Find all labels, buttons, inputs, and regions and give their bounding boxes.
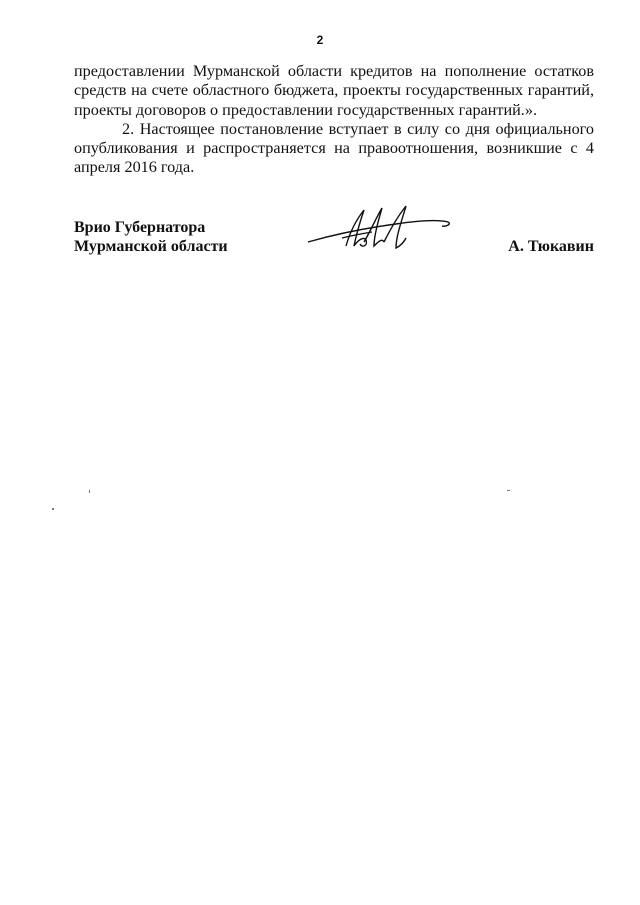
body-text — [74, 62, 594, 178]
scan-artifact — [52, 508, 54, 510]
paragraph-1: предоставлении Мурманской области кредитов на пополнение остатков средств на счете областного бюджета, проекты государственных гарантий, проекты договоров о предоставлении государственных гарантий.». — [74, 62, 594, 119]
signatory-name: А. Тюкавин — [508, 238, 594, 255]
signatory-title-line-1: Врио Губернатора — [74, 219, 206, 236]
page-number: 2 — [316, 33, 324, 47]
signatory-title — [74, 218, 228, 256]
handwritten-signature-icon — [306, 202, 456, 262]
signatory-title-line-2: Мурманской области — [74, 238, 228, 255]
scan-artifact — [89, 490, 90, 493]
signature-block — [74, 218, 594, 278]
scan-artifact — [507, 490, 510, 491]
paragraph-2: 2. Настоящее постановление вступает в силу со дня официального опубликования и распространяется на правоотношения, возникшие с 4 апреля 2016 года. — [74, 119, 594, 177]
